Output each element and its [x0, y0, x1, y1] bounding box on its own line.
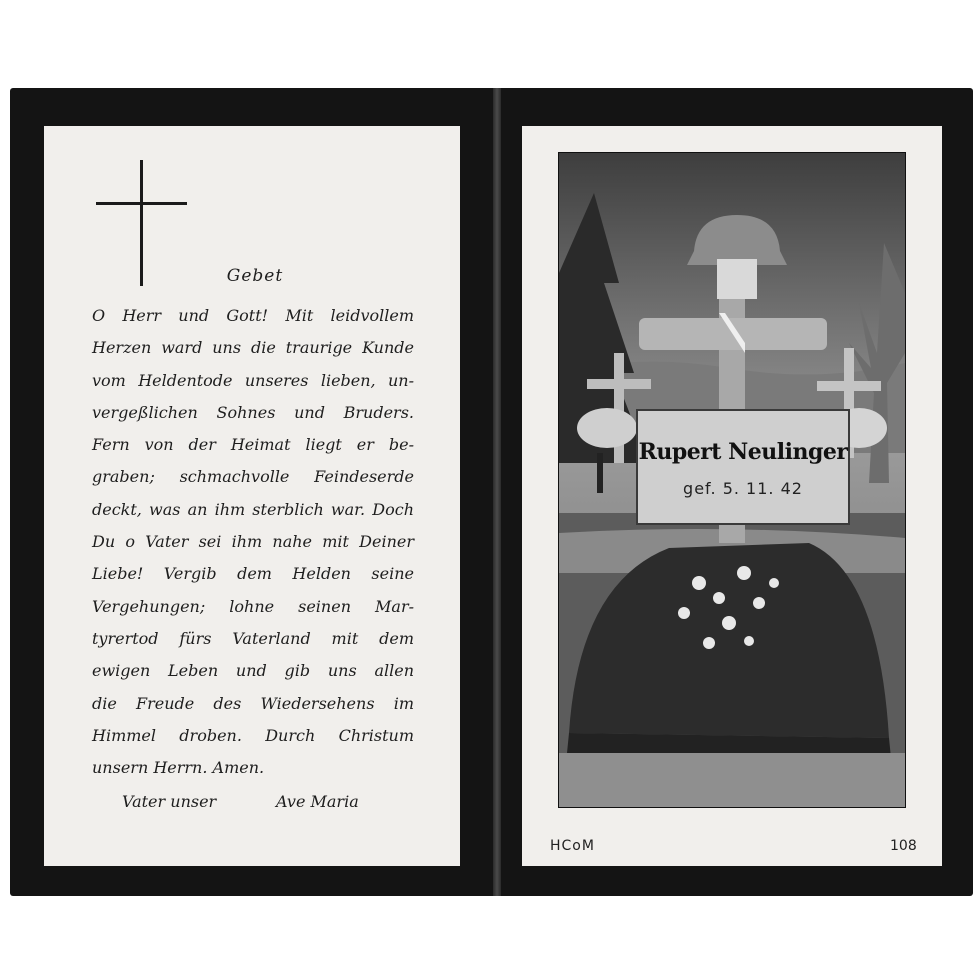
- prayer-line: Vergehungen; lohne seinen Mar-: [92, 596, 414, 616]
- death-date: gef. 5. 11. 42: [683, 479, 803, 498]
- card-number: 108: [890, 838, 917, 854]
- grave-plaque: [636, 409, 850, 525]
- prayer-line: deckt, was an ihm sterblich war. Doch: [92, 499, 414, 519]
- card-fold: [493, 88, 501, 896]
- prayer-line: Herzen ward uns die traurige Kunde: [92, 338, 414, 358]
- prayer-line: Liebe! Vergib dem Helden seine: [92, 564, 414, 584]
- publisher-mark: HCoM: [550, 838, 595, 854]
- prayer-line: vergeßlichen Sohnes und Bruders.: [92, 402, 414, 422]
- prayer-text: [92, 300, 414, 784]
- prayer-line: graben; schmachvolle Feindeserde: [92, 467, 414, 487]
- prayer-line: unsern Herrn. Amen.: [92, 758, 265, 778]
- prayer-line: vom Heldentode unseres lieben, un-: [92, 370, 414, 390]
- prayer-line: tyrertod fürs Vaterland mit dem: [92, 628, 414, 648]
- deceased-name: Rupert Neulinger: [638, 439, 848, 465]
- prayer-line: Himmel droben. Durch Christum: [92, 725, 414, 745]
- prayer-line: Fern von der Heimat liegt er be-: [92, 435, 414, 455]
- closing-vater-unser: Vater unser: [122, 792, 217, 811]
- grave-illustration: [558, 152, 906, 808]
- prayer-line: Du o Vater sei ihm nahe mit Deiner: [92, 532, 414, 552]
- prayer-line: O Herr und Gott! Mit leidvollem: [92, 306, 414, 325]
- closing-ave-maria: Ave Maria: [276, 792, 359, 811]
- prayer-line: die Freude des Wiedersehens im: [92, 693, 414, 713]
- prayer-line: ewigen Leben und gib uns allen: [92, 661, 414, 681]
- prayer-title: Gebet: [226, 266, 284, 286]
